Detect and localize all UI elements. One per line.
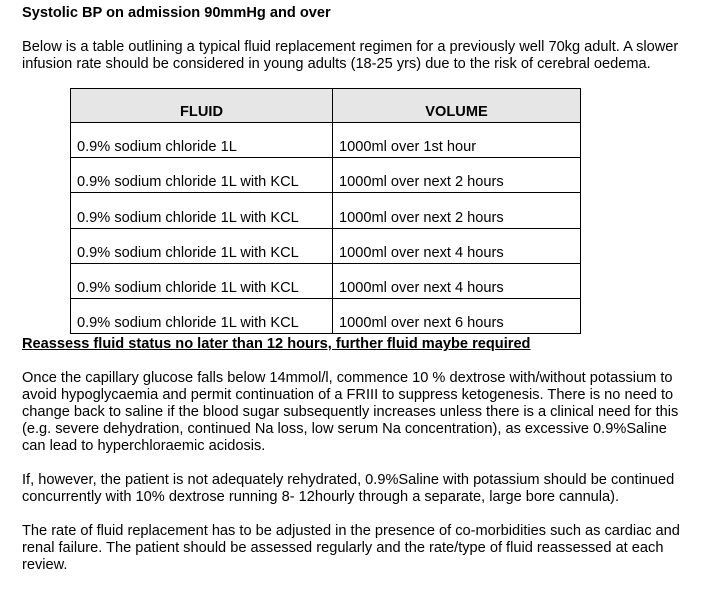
- fluid-cell: 0.9% sodium chloride 1L with KCL: [71, 298, 333, 333]
- table-row: [71, 158, 581, 193]
- body-paragraph-rehydration: If, however, the patient is not adequately rehydrated, 0.9%Saline with potassium should be continued concurrently with 10% dextrose running 8- 12hourly through a separate, large bore cannula).: [22, 472, 675, 506]
- volume-cell: 1000ml over next 2 hours: [333, 158, 581, 193]
- fluid-cell: 0.9% sodium chloride 1L with KCL: [71, 158, 333, 193]
- fluid-cell: 0.9% sodium chloride 1L with KCL: [71, 263, 333, 298]
- fluid-cell: 0.9% sodium chloride 1L with KCL: [71, 193, 333, 228]
- body-paragraph-comorbidities: The rate of fluid replacement has to be adjusted in the presence of co-morbidities such as cardiac and renal failure. The patient should be assessed regularly and the rate/type of fluid reassessed at each review.: [22, 523, 680, 574]
- document-page: [22, 5, 692, 574]
- volume-cell: 1000ml over next 4 hours: [333, 228, 581, 263]
- table-row: [71, 263, 581, 298]
- table-row: [71, 193, 581, 228]
- reassess-note: Reassess fluid status no later than 12 hours, further fluid maybe required: [22, 336, 531, 353]
- table-row: [71, 228, 581, 263]
- column-header-volume: VOLUME: [333, 89, 581, 123]
- intro-paragraph: Below is a table outlining a typical fluid replacement regimen for a previously well 70kg adult. A slower infusion rate should be considered in young adults (18-25 yrs) due to the risk of cerebral oedema.: [22, 39, 679, 72]
- fluid-cell: 0.9% sodium chloride 1L: [71, 123, 333, 158]
- table-header-row: [71, 89, 581, 123]
- section-heading: Systolic BP on admission 90mmHg and over: [22, 5, 331, 21]
- column-header-fluid: FLUID: [71, 89, 333, 123]
- volume-cell: 1000ml over next 6 hours: [333, 298, 581, 333]
- table-row: [71, 298, 581, 333]
- body-paragraph-dextrose: Once the capillary glucose falls below 14mmol/l, commence 10 % dextrose with/without potassium to avoid hypoglycaemia and permit continuation of a FRIII to suppress ketogenesis. There is no need to change back to saline if the blood sugar subsequently increases unless there is a clinical need for this (e.g. severe dehydration, continued Na loss, low serum Na concentration), as excessive 0.9%Saline can lead to hyperchloraemic acidosis.: [22, 370, 679, 455]
- fluid-regimen-table: [70, 88, 581, 334]
- table-row: [71, 123, 581, 158]
- volume-cell: 1000ml over next 4 hours: [333, 263, 581, 298]
- volume-cell: 1000ml over 1st hour: [333, 123, 581, 158]
- fluid-cell: 0.9% sodium chloride 1L with KCL: [71, 228, 333, 263]
- volume-cell: 1000ml over next 2 hours: [333, 193, 581, 228]
